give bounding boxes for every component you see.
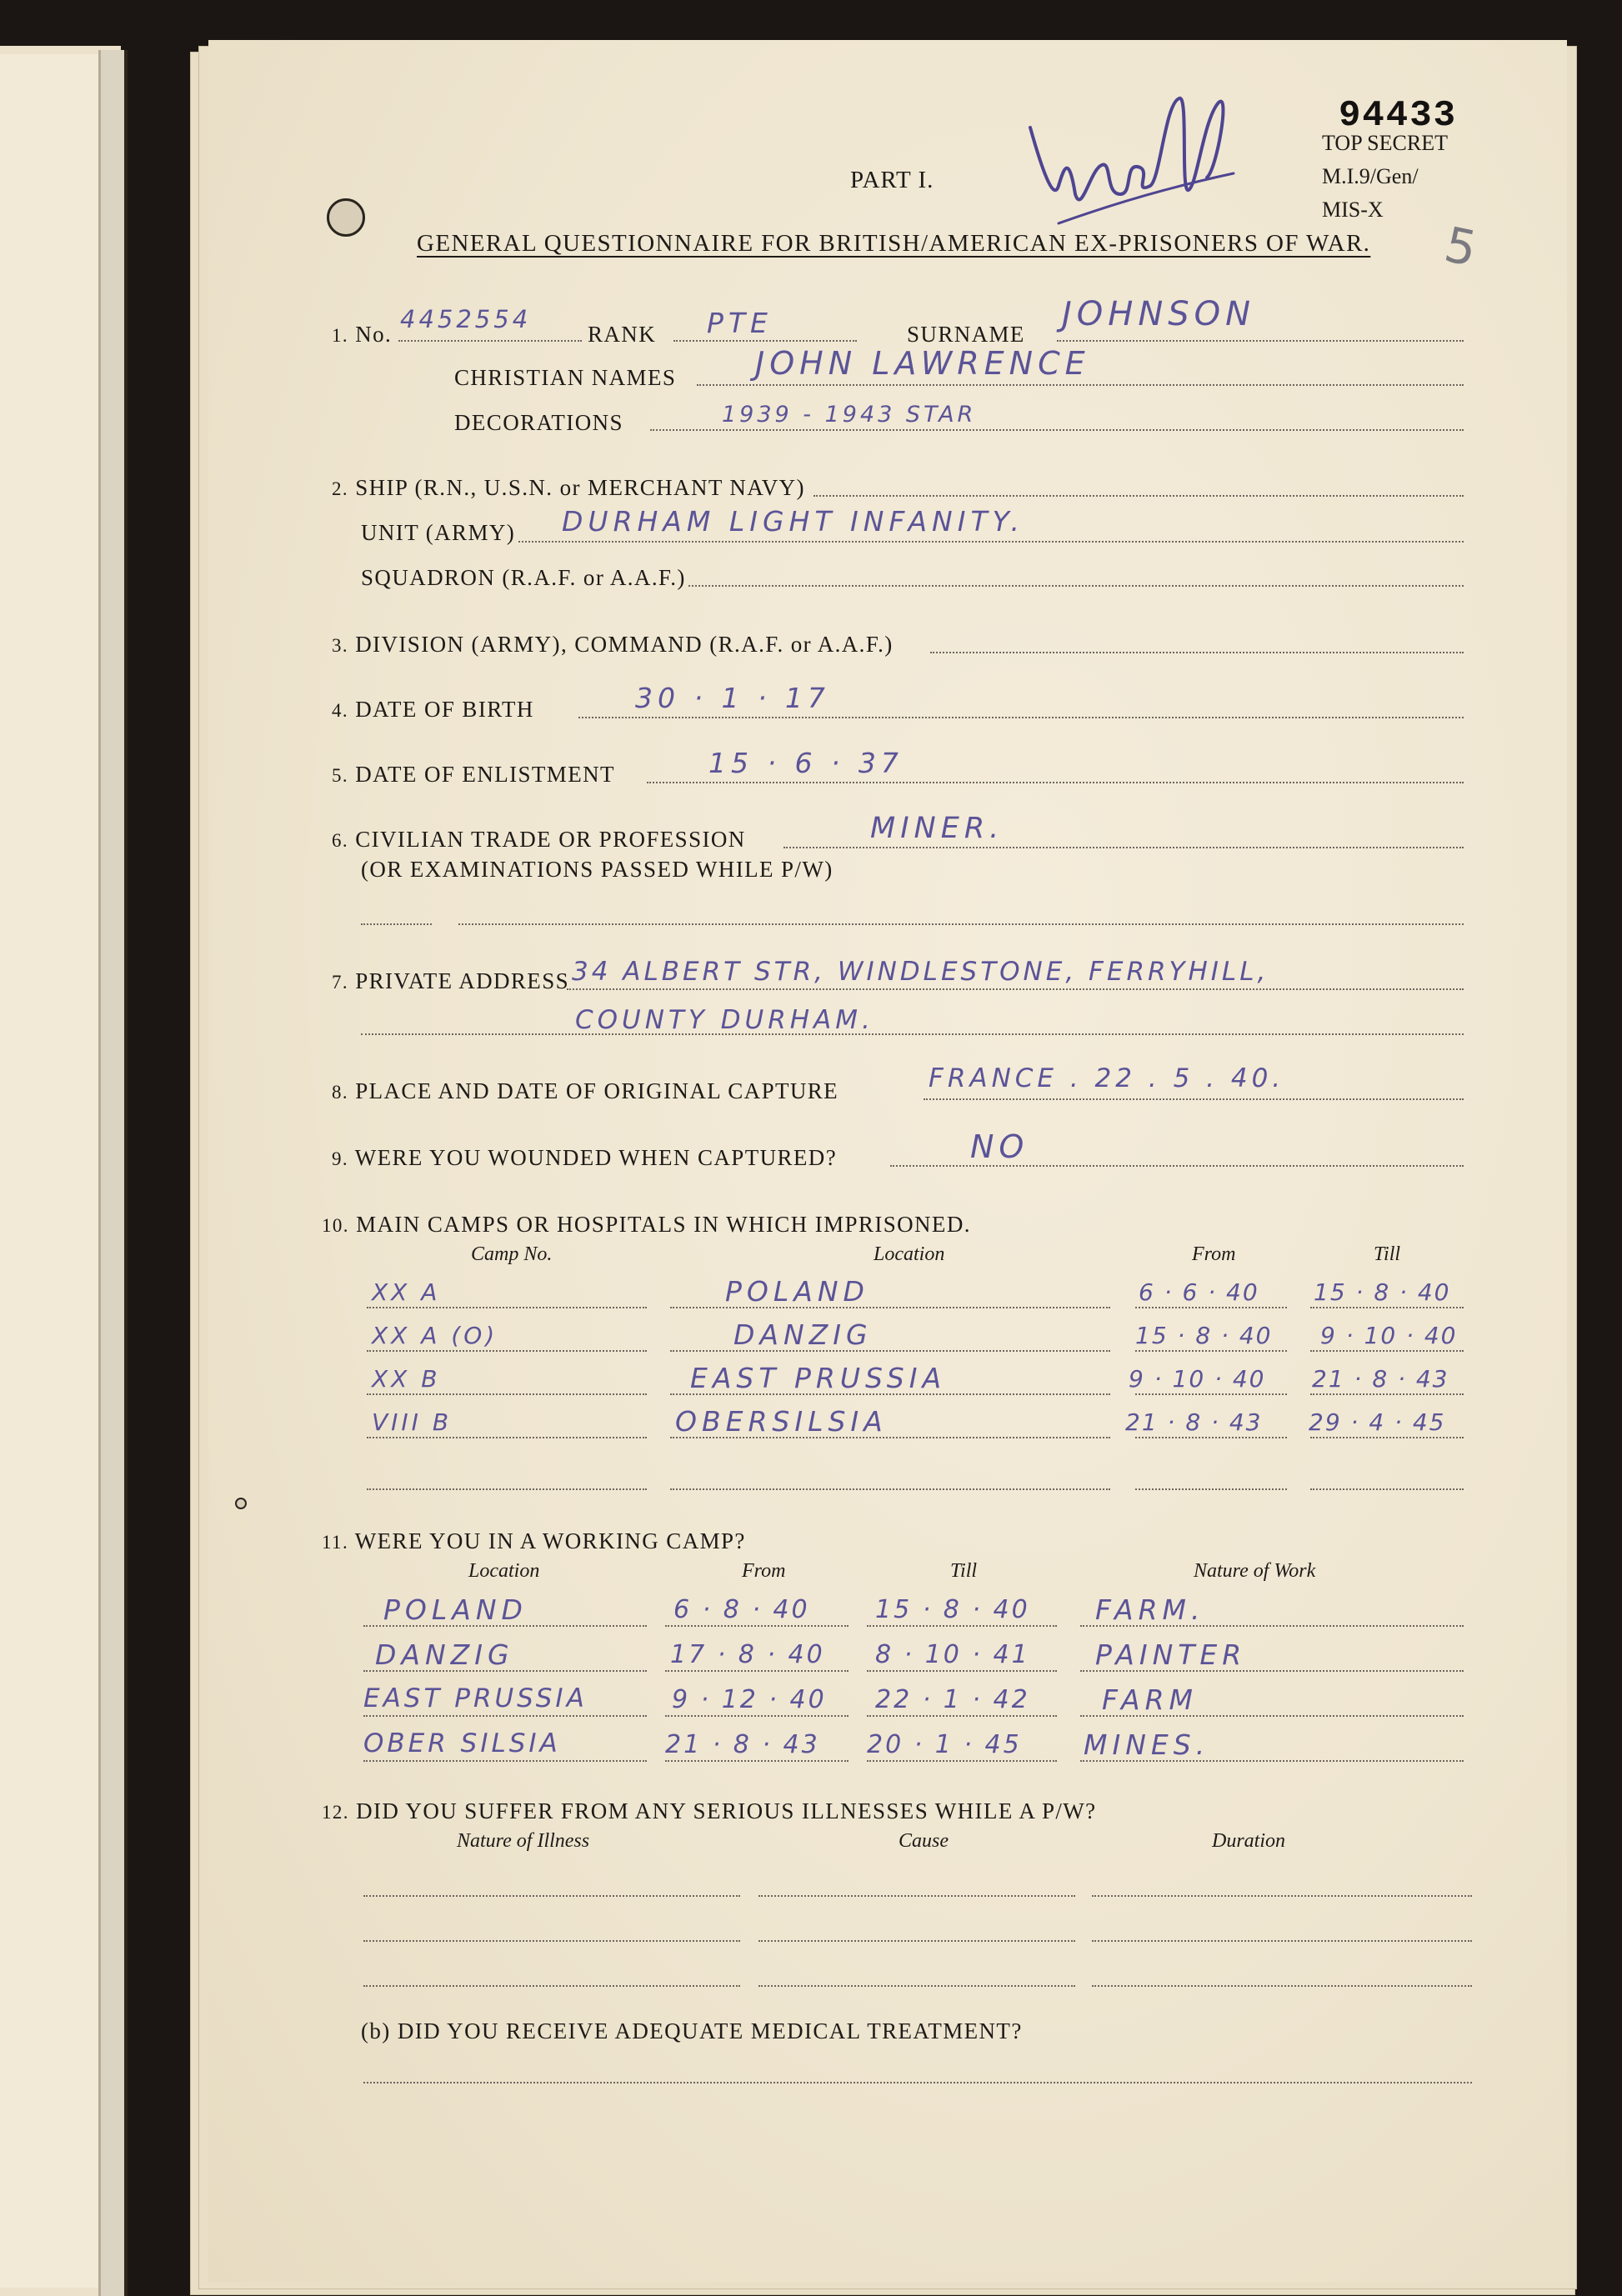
answer-line — [930, 652, 1464, 653]
till-cell: 15 · 8 · 40 — [1314, 1278, 1451, 1306]
q12-row — [322, 1798, 1097, 1824]
answer-line — [1092, 1985, 1472, 1987]
answer-line — [867, 1760, 1057, 1762]
answer-line — [1310, 1350, 1464, 1352]
squadron-label: SQUADRON (R.A.F. or A.A.F.) — [361, 565, 686, 590]
serial-number: 94433 — [1339, 95, 1458, 137]
answer-line — [688, 585, 1464, 587]
classification-line: MIS-X — [1322, 198, 1384, 222]
location-cell: OBER SILSIA — [363, 1728, 561, 1758]
address-label: PRIVATE ADDRESS — [355, 968, 570, 993]
margin-mark: 5 — [1439, 215, 1482, 278]
service-number-value: 4452554 — [400, 305, 532, 333]
answer-line — [1080, 1715, 1464, 1717]
answer-line — [361, 1033, 1464, 1035]
answer-line — [363, 1715, 647, 1717]
location-cell: DANZIG — [375, 1638, 514, 1671]
answer-line — [1310, 1437, 1464, 1438]
answer-line — [1135, 1488, 1287, 1490]
answer-line — [673, 340, 857, 342]
surname-value: JOHNSON — [1062, 295, 1256, 333]
ship-label: SHIP (R.N., U.S.N. or MERCHANT NAVY) — [355, 475, 805, 500]
answer-line — [670, 1437, 1110, 1438]
no-label: No. — [355, 322, 393, 347]
camp-no-cell: VIII B — [372, 1408, 453, 1436]
answer-line — [1080, 1760, 1464, 1762]
answer-line — [1135, 1437, 1287, 1438]
answer-line — [458, 923, 1464, 925]
question-number: 3. — [332, 635, 349, 656]
q2-ship-row — [332, 475, 805, 501]
work-cell: FARM. — [1095, 1593, 1205, 1626]
part-heading: PART I. — [850, 167, 934, 193]
question-number: 7. — [332, 972, 349, 993]
answer-line — [867, 1715, 1057, 1717]
till-cell: 8 · 10 · 41 — [875, 1640, 1030, 1669]
q11-row — [322, 1528, 746, 1554]
question-number: 9. — [332, 1148, 349, 1169]
christian-names-value: JOHN LAWRENCE — [755, 345, 1090, 382]
trade-value: MINER. — [870, 812, 1004, 845]
q4-row — [332, 697, 534, 723]
answer-line — [1080, 1670, 1464, 1672]
unit-value: DURHAM LIGHT INFANITY. — [562, 505, 1025, 538]
answer-line — [670, 1350, 1110, 1352]
wounded-value: NO — [970, 1128, 1029, 1165]
unit-label: UNIT (ARMY) — [361, 520, 516, 545]
work-cell: MINES. — [1084, 1728, 1210, 1761]
answer-line — [1310, 1488, 1464, 1490]
illness-label: DID YOU SUFFER FROM ANY SERIOUS ILLNESSES WHILE A P/W? — [356, 1798, 1097, 1823]
answer-line — [758, 1985, 1075, 1987]
question-number: 2. — [332, 478, 349, 499]
camp-no-cell: XX A — [372, 1278, 441, 1306]
answer-line — [1310, 1307, 1464, 1308]
answer-line — [363, 1760, 647, 1762]
answer-line — [665, 1670, 849, 1672]
col-header-duration: Duration — [1212, 1830, 1286, 1852]
col-header-nature-of-work: Nature of Work — [1194, 1560, 1316, 1582]
answer-line — [367, 1437, 647, 1438]
answer-line — [367, 1307, 647, 1308]
answer-line — [578, 717, 1464, 718]
answer-line — [647, 782, 1464, 783]
from-cell: 9 · 10 · 40 — [1129, 1365, 1266, 1393]
capture-label: PLACE AND DATE OF ORIGINAL CAPTURE — [355, 1078, 839, 1103]
answer-line — [367, 1488, 647, 1490]
punch-hole-icon — [235, 1498, 247, 1509]
q3-row — [332, 632, 894, 658]
answer-line — [1135, 1393, 1287, 1395]
answer-line — [1135, 1307, 1287, 1308]
working-camp-label: WERE YOU IN A WORKING CAMP? — [354, 1528, 746, 1553]
surname-label: SURNAME — [907, 322, 1025, 347]
till-cell: 15 · 8 · 40 — [875, 1595, 1030, 1624]
from-cell: 15 · 8 · 40 — [1135, 1322, 1273, 1349]
trade-sublabel: (OR EXAMINATIONS PASSED WHILE P/W) — [361, 857, 834, 882]
answer-line — [363, 1895, 740, 1897]
answer-line — [567, 988, 1464, 990]
camp-no-cell: XX B — [372, 1365, 441, 1393]
date-of-birth-label: DATE OF BIRTH — [355, 697, 534, 722]
address-line-1: 34 ALBERT STR, WINDLESTONE, FERRYHILL, — [572, 957, 1269, 987]
question-number: 6. — [332, 830, 349, 851]
from-cell: 6 · 8 · 40 — [673, 1595, 810, 1624]
answer-line — [363, 1670, 647, 1672]
from-cell: 21 · 8 · 43 — [1125, 1408, 1263, 1436]
punch-hole-icon — [327, 198, 365, 237]
christian-names-label: CHRISTIAN NAMES — [454, 365, 677, 390]
decorations-label: DECORATIONS — [454, 410, 623, 435]
capture-value: FRANCE . 22 . 5 . 40. — [929, 1063, 1285, 1093]
col-header-cause: Cause — [899, 1830, 949, 1852]
from-cell: 6 · 6 · 40 — [1139, 1278, 1259, 1306]
location-cell: OBERSILSIA — [675, 1405, 888, 1438]
trade-label: CIVILIAN TRADE OR PROFESSION — [355, 827, 746, 852]
questionnaire-page — [208, 40, 1567, 2282]
answer-line — [758, 1895, 1075, 1897]
answer-line — [670, 1307, 1110, 1308]
answer-line — [398, 340, 582, 342]
work-cell: PAINTER — [1095, 1638, 1247, 1671]
till-cell: 21 · 8 · 43 — [1312, 1365, 1449, 1393]
division-label: DIVISION (ARMY), COMMAND (R.A.F. or A.A.F.) — [355, 632, 894, 657]
answer-line — [1057, 340, 1464, 342]
location-cell: POLAND — [725, 1275, 869, 1308]
initials-signature-icon — [1025, 69, 1242, 228]
answer-line — [363, 1985, 740, 1987]
camp-no-cell: XX A (O) — [372, 1322, 498, 1349]
classification-line: M.I.9/Gen/ — [1322, 164, 1419, 188]
answer-line — [1092, 1940, 1472, 1942]
from-cell: 17 · 8 · 40 — [670, 1640, 825, 1669]
col-header-till: Till — [950, 1560, 978, 1582]
q9-row — [332, 1145, 837, 1171]
answer-line — [363, 1625, 647, 1627]
decorations-value: 1939 - 1943 STAR — [722, 402, 977, 428]
col-header-camp-no: Camp No. — [471, 1243, 553, 1265]
answer-line — [924, 1098, 1464, 1100]
question-number: 1. — [332, 325, 349, 346]
location-cell: DANZIG — [733, 1318, 873, 1351]
q8-row — [332, 1078, 839, 1104]
answer-line — [890, 1165, 1464, 1167]
answer-line — [783, 847, 1464, 848]
answer-line — [367, 1350, 647, 1352]
answer-line — [758, 1940, 1075, 1942]
answer-line — [665, 1715, 849, 1717]
answer-line — [814, 495, 1464, 497]
answer-line — [697, 384, 1464, 386]
rank-value: PTE — [707, 307, 773, 339]
address-line-2: COUNTY DURHAM. — [575, 1005, 874, 1035]
binder-spine — [98, 50, 128, 2296]
question-number: 4. — [332, 700, 349, 721]
till-cell: 22 · 1 · 42 — [875, 1685, 1030, 1714]
q5-row — [332, 762, 615, 788]
location-cell: POLAND — [383, 1593, 528, 1626]
enlistment-label: DATE OF ENLISTMENT — [355, 762, 615, 787]
from-cell: 9 · 12 · 40 — [672, 1685, 827, 1714]
form-title: GENERAL QUESTIONNAIRE FOR BRITISH/AMERICAN EX-PRISONERS OF WAR. — [417, 230, 1371, 257]
question-number: 11. — [322, 1532, 349, 1553]
answer-line — [665, 1625, 849, 1627]
answer-line — [1310, 1393, 1464, 1395]
till-cell: 29 · 4 · 45 — [1309, 1408, 1446, 1436]
col-header-nature-of-illness: Nature of Illness — [457, 1830, 590, 1852]
answer-line — [367, 1393, 647, 1395]
col-header-from: From — [1192, 1243, 1236, 1265]
rank-label: RANK — [588, 322, 657, 347]
answer-line — [867, 1670, 1057, 1672]
answer-line — [670, 1488, 1110, 1490]
location-cell: EAST PRUSSIA — [363, 1683, 588, 1713]
question-number: 10. — [322, 1215, 349, 1236]
wounded-label: WERE YOU WOUNDED WHEN CAPTURED? — [354, 1145, 838, 1170]
location-cell: EAST PRUSSIA — [690, 1362, 947, 1394]
answer-line — [665, 1760, 849, 1762]
camps-label: MAIN CAMPS OR HOSPITALS IN WHICH IMPRISONED. — [356, 1212, 971, 1237]
answer-line — [363, 1940, 740, 1942]
answer-line — [1092, 1895, 1472, 1897]
question-number: 12. — [322, 1802, 349, 1823]
till-cell: 9 · 10 · 40 — [1320, 1322, 1458, 1349]
answer-line — [867, 1625, 1057, 1627]
col-header-location: Location — [874, 1243, 945, 1265]
answer-line — [518, 541, 1464, 543]
question-number: 8. — [332, 1082, 349, 1103]
answer-line — [670, 1393, 1110, 1395]
question-number: 5. — [332, 765, 349, 786]
answer-line — [363, 2082, 1472, 2083]
medical-treatment-label: (b) DID YOU RECEIVE ADEQUATE MEDICAL TREATMENT? — [361, 2018, 1023, 2043]
q6-row — [332, 827, 746, 853]
q10-row — [322, 1212, 971, 1238]
answer-line — [1080, 1625, 1464, 1627]
q1-no-row — [332, 322, 392, 348]
q7-row — [332, 968, 569, 994]
work-cell: FARM — [1102, 1683, 1199, 1716]
answer-line — [1135, 1350, 1287, 1352]
answer-line — [650, 429, 1464, 431]
enlistment-value: 15 · 6 · 37 — [708, 747, 904, 779]
left-binder-leaf — [0, 54, 100, 2288]
classification-block — [1322, 127, 1448, 227]
answer-line — [361, 923, 432, 925]
date-of-birth-value: 30 · 1 · 17 — [635, 682, 830, 714]
col-header-from: From — [742, 1560, 786, 1582]
till-cell: 20 · 1 · 45 — [867, 1730, 1022, 1759]
from-cell: 21 · 8 · 43 — [665, 1730, 820, 1759]
classification-line: TOP SECRET — [1322, 131, 1448, 155]
col-header-location: Location — [468, 1560, 540, 1582]
col-header-till: Till — [1374, 1243, 1401, 1265]
